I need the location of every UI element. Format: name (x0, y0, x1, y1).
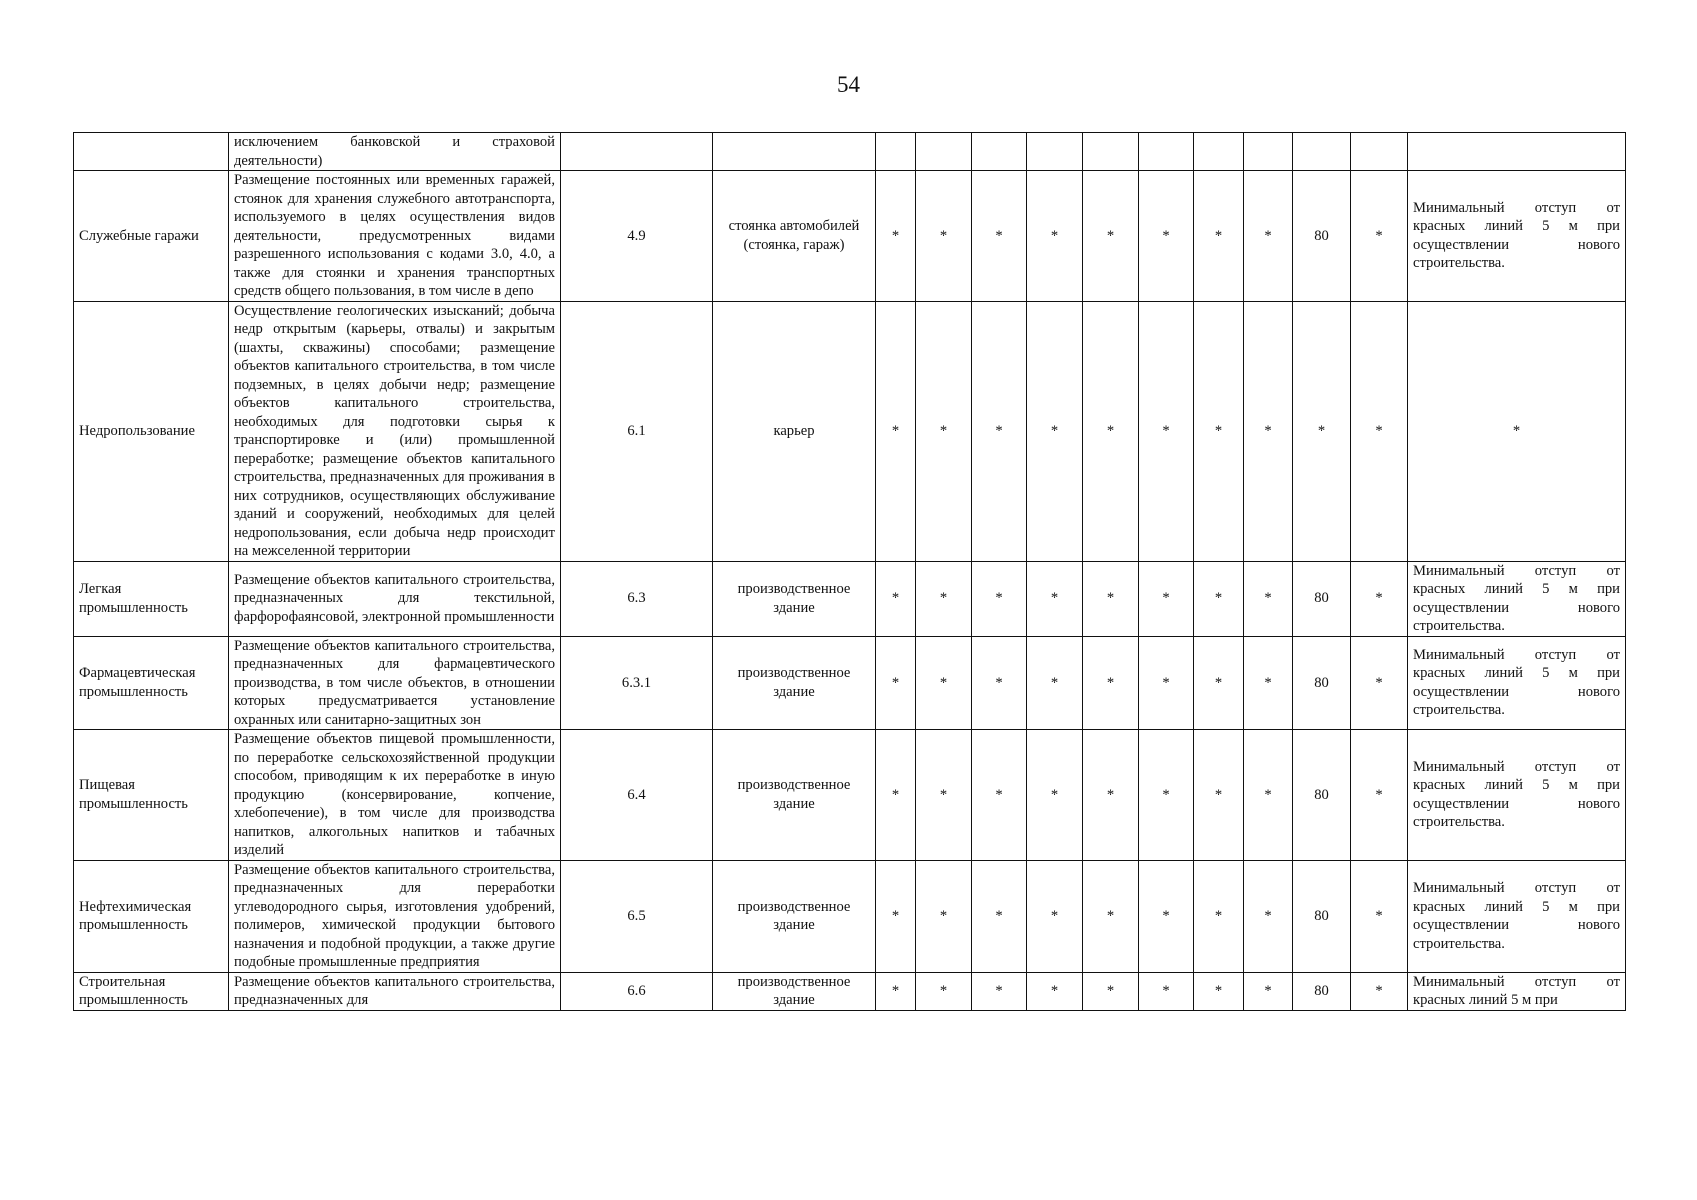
param-cell-1 (876, 133, 916, 171)
table-row (74, 301, 1626, 561)
param-cell-8: * (1244, 561, 1293, 636)
param-cell-2 (916, 133, 972, 171)
land-use-type-cell (74, 133, 229, 171)
page-number: 54 (837, 72, 860, 97)
param-cell-2: * (916, 860, 972, 972)
object-type-cell (713, 133, 876, 171)
object-type-cell: производственное здание (713, 636, 876, 730)
table-row (74, 561, 1626, 636)
param-cell-8: * (1244, 301, 1293, 561)
param-cell-5: * (1083, 171, 1139, 302)
param-cell-8: * (1244, 860, 1293, 972)
land-use-type-cell: Пищевая промышленность (74, 730, 229, 861)
param-cell-9: * (1293, 301, 1351, 561)
param-cell-8: * (1244, 636, 1293, 730)
note-cell: Минимальный отступ от красных линий 5 м при (1408, 972, 1626, 1010)
param-cell-1: * (876, 860, 916, 972)
param-cell-2: * (916, 561, 972, 636)
param-cell-6: * (1139, 171, 1194, 302)
param-cell-1: * (876, 730, 916, 861)
param-cell-6: * (1139, 730, 1194, 861)
object-type-cell: производственное здание (713, 860, 876, 972)
param-cell-10: * (1351, 561, 1408, 636)
param-cell-5: * (1083, 860, 1139, 972)
param-cell-5: * (1083, 972, 1139, 1010)
table-row (74, 171, 1626, 302)
table-row (74, 972, 1626, 1010)
param-cell-6: * (1139, 972, 1194, 1010)
param-cell-3: * (972, 561, 1027, 636)
table-row (74, 636, 1626, 730)
classifier-code-cell: 6.5 (561, 860, 713, 972)
param-cell-4: * (1027, 171, 1083, 302)
param-cell-1: * (876, 972, 916, 1010)
table-body (74, 133, 1626, 1011)
classifier-code-cell (561, 133, 713, 171)
land-use-type-cell: Легкая промышленность (74, 561, 229, 636)
param-cell-5: * (1083, 636, 1139, 730)
param-cell-7: * (1194, 730, 1244, 861)
note-cell: Минимальный отступ от красных линий 5 м при осуществлении нового строительства. (1408, 730, 1626, 861)
param-cell-8: * (1244, 171, 1293, 302)
description-cell: исключением банковской и страховой деятельности) (229, 133, 561, 171)
land-use-type-cell: Фармацевтическая промышленность (74, 636, 229, 730)
param-cell-9: 80 (1293, 636, 1351, 730)
param-cell-7: * (1194, 171, 1244, 302)
object-type-cell: стоянка автомобилей (стоянка, гараж) (713, 171, 876, 302)
description-cell: Размещение объектов капитального строительства, предназначенных для текстильной, фарфорофаянсовой, электронной промышленности (229, 561, 561, 636)
param-cell-8: * (1244, 730, 1293, 861)
classifier-code-cell: 6.6 (561, 972, 713, 1010)
param-cell-2: * (916, 730, 972, 861)
param-cell-4: * (1027, 972, 1083, 1010)
param-cell-7: * (1194, 301, 1244, 561)
param-cell-4: * (1027, 636, 1083, 730)
classifier-code-cell: 6.3.1 (561, 636, 713, 730)
param-cell-8: * (1244, 972, 1293, 1010)
classifier-code-cell: 4.9 (561, 171, 713, 302)
param-cell-7: * (1194, 860, 1244, 972)
classifier-code-cell: 6.3 (561, 561, 713, 636)
param-cell-3: * (972, 860, 1027, 972)
param-cell-7: * (1194, 636, 1244, 730)
description-cell: Осуществление геологических изысканий; добыча недр открытым (карьеры, отвалы) и закрытым (шахты, скважины) способами; размещение объектов капитального строительства, в том числе подземных, в целях добычи недр; размещение объектов капитального строительства, необходимых для подготовки сырья к транспортировке и (или) промышленной переработке; размещение объектов капитального строительства, предназначенных для проживания в них сотрудников, осуществляющих обслуживание зданий и сооружений, необходимых для целей недропользования, если добыча недр происходит на межселенной территории (229, 301, 561, 561)
param-cell-10 (1351, 133, 1408, 171)
table-row (74, 860, 1626, 972)
object-type-cell: производственное здание (713, 561, 876, 636)
land-use-type-cell: Служебные гаражи (74, 171, 229, 302)
param-cell-10: * (1351, 171, 1408, 302)
param-cell-10: * (1351, 730, 1408, 861)
note-cell: Минимальный отступ от красных линий 5 м при осуществлении нового строительства. (1408, 561, 1626, 636)
param-cell-3: * (972, 171, 1027, 302)
table-row (74, 730, 1626, 861)
classifier-code-cell: 6.1 (561, 301, 713, 561)
param-cell-3: * (972, 301, 1027, 561)
param-cell-9: 80 (1293, 171, 1351, 302)
description-cell: Размещение объектов капитального строительства, предназначенных для фармацевтического производства, в том числе объектов, в отношении которых предусматривается установление охранных или санитарно-защитных зон (229, 636, 561, 730)
param-cell-7 (1194, 133, 1244, 171)
param-cell-5: * (1083, 561, 1139, 636)
param-cell-2: * (916, 301, 972, 561)
note-cell: * (1408, 301, 1626, 561)
param-cell-5 (1083, 133, 1139, 171)
note-cell: Минимальный отступ от красных линий 5 м при осуществлении нового строительства. (1408, 636, 1626, 730)
param-cell-5: * (1083, 301, 1139, 561)
param-cell-1: * (876, 301, 916, 561)
param-cell-5: * (1083, 730, 1139, 861)
param-cell-6: * (1139, 561, 1194, 636)
table-row (74, 133, 1626, 171)
param-cell-4: * (1027, 561, 1083, 636)
param-cell-10: * (1351, 301, 1408, 561)
land-use-type-cell: Недропользование (74, 301, 229, 561)
description-cell: Размещение объектов капитального строительства, предназначенных для переработки углеводородного сырья, изготовления удобрений, полимеров, химической продукции бытового назначения и подобной продукции, а также другие подобные промышленные предприятия (229, 860, 561, 972)
param-cell-4 (1027, 133, 1083, 171)
param-cell-9: 80 (1293, 561, 1351, 636)
land-use-regulations-table (73, 132, 1626, 1011)
param-cell-1: * (876, 561, 916, 636)
param-cell-8 (1244, 133, 1293, 171)
classifier-code-cell: 6.4 (561, 730, 713, 861)
object-type-cell: карьер (713, 301, 876, 561)
param-cell-4: * (1027, 730, 1083, 861)
param-cell-3 (972, 133, 1027, 171)
object-type-cell: производственное здание (713, 972, 876, 1010)
param-cell-6 (1139, 133, 1194, 171)
param-cell-7: * (1194, 561, 1244, 636)
param-cell-3: * (972, 636, 1027, 730)
param-cell-6: * (1139, 636, 1194, 730)
param-cell-9 (1293, 133, 1351, 171)
param-cell-9: 80 (1293, 730, 1351, 861)
param-cell-2: * (916, 636, 972, 730)
param-cell-9: 80 (1293, 860, 1351, 972)
param-cell-4: * (1027, 301, 1083, 561)
param-cell-9: 80 (1293, 972, 1351, 1010)
land-use-type-cell: Строительная промышленность (74, 972, 229, 1010)
param-cell-3: * (972, 972, 1027, 1010)
param-cell-4: * (1027, 860, 1083, 972)
description-cell: Размещение объектов капитального строительства, предназначенных для (229, 972, 561, 1010)
param-cell-10: * (1351, 860, 1408, 972)
param-cell-7: * (1194, 972, 1244, 1010)
note-cell: Минимальный отступ от красных линий 5 м при осуществлении нового строительства. (1408, 171, 1626, 302)
param-cell-2: * (916, 171, 972, 302)
param-cell-10: * (1351, 636, 1408, 730)
param-cell-2: * (916, 972, 972, 1010)
note-cell: Минимальный отступ от красных линий 5 м при осуществлении нового строительства. (1408, 860, 1626, 972)
param-cell-3: * (972, 730, 1027, 861)
description-cell: Размещение объектов пищевой промышленности, по переработке сельскохозяйственной продукции способом, приводящим к их переработке в иную продукцию (консервирование, копчение, хлебопечение), в том числе для производства напитков, алкогольных напитков и табачных изделий (229, 730, 561, 861)
note-cell (1408, 133, 1626, 171)
param-cell-6: * (1139, 860, 1194, 972)
land-use-type-cell: Нефтехимическая промышленность (74, 860, 229, 972)
description-cell: Размещение постоянных или временных гаражей, стоянок для хранения служебного автотранспорта, используемого в целях осуществления видов деятельности, предусмотренных видами разрешенного использования с кодами 3.0, 4.0, а также для стоянки и хранения транспортных средств общего пользования, в том числе в депо (229, 171, 561, 302)
param-cell-1: * (876, 636, 916, 730)
param-cell-1: * (876, 171, 916, 302)
object-type-cell: производственное здание (713, 730, 876, 861)
param-cell-6: * (1139, 301, 1194, 561)
param-cell-10: * (1351, 972, 1408, 1010)
